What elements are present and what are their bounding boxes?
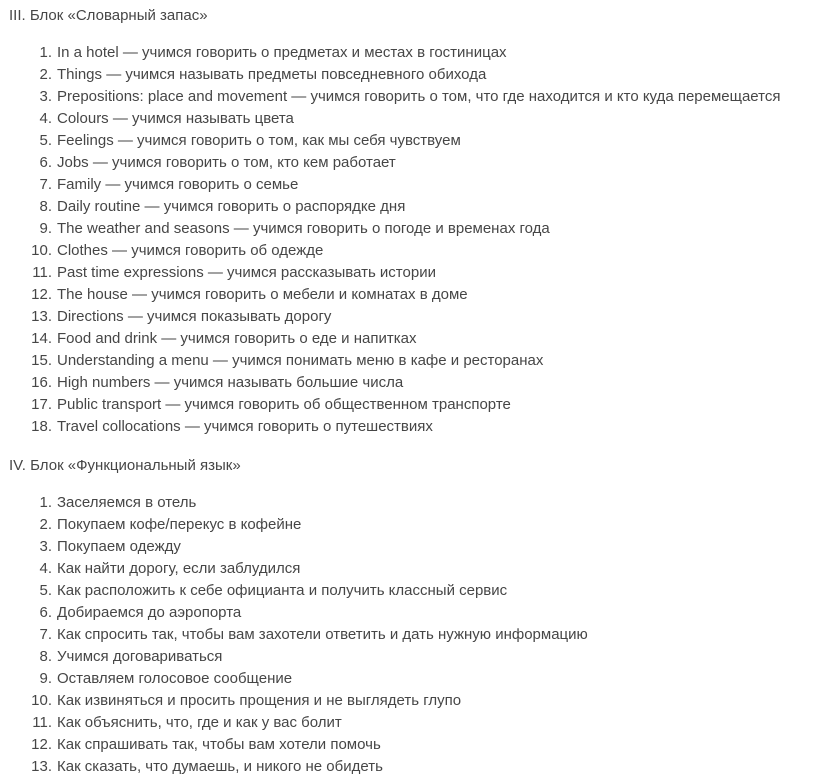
list-item <box>0 712 833 734</box>
list-item-text: In a hotel — учимся говорить о предметах и местах в гостиницах <box>57 44 507 61</box>
list-item-text: Feelings — учимся говорить о том, как мы себя чувствуем <box>57 132 461 149</box>
list-item-number: 6. <box>39 604 52 621</box>
list-item-text: Clothes — учимся говорить об одежде <box>57 242 324 259</box>
list-item-text: Как извиняться и просить прощения и не выглядеть глупо <box>57 692 462 709</box>
list-item-text: Покупаем одежду <box>57 538 181 555</box>
list-item-text: Заселяемся в отель <box>57 494 197 511</box>
list-item <box>0 668 833 690</box>
list-item-number: 13. <box>31 308 52 325</box>
list-item <box>0 328 833 350</box>
list-item-text: Jobs — учимся говорить о том, кто кем работает <box>57 154 396 171</box>
list-item-number: 11. <box>32 714 52 731</box>
list-item-text: Public transport — учимся говорить об общественном транспорте <box>57 396 511 413</box>
list-item-text: High numbers — учимся называть большие числа <box>57 374 404 391</box>
list-item-number: 14. <box>31 330 52 347</box>
functional-list <box>0 492 833 778</box>
list-item-number: 7. <box>39 626 52 643</box>
list-item <box>0 86 833 108</box>
list-item <box>0 42 833 64</box>
vocabulary-list <box>0 42 833 438</box>
list-item-text: Как сказать, что думаешь, и никого не обидеть <box>57 758 383 775</box>
list-item-text: Colours — учимся называть цвета <box>57 110 294 127</box>
list-item-text: Directions — учимся показывать дорогу <box>57 308 332 325</box>
list-item-number: 16. <box>31 374 52 391</box>
list-item-text: Как найти дорогу, если заблудился <box>57 560 301 577</box>
list-item-text: Travel collocations — учимся говорить о путешествиях <box>57 418 433 435</box>
list-item <box>0 350 833 372</box>
list-item-number: 8. <box>39 648 52 665</box>
list-item <box>0 624 833 646</box>
list-item-number: 17. <box>31 396 52 413</box>
list-item-number: 11. <box>32 264 52 281</box>
list-item <box>0 756 833 778</box>
list-item <box>0 108 833 130</box>
list-item <box>0 372 833 394</box>
functional-section-heading: IV. Блок «Функциональный язык» <box>9 457 241 474</box>
list-item <box>0 240 833 262</box>
list-item-number: 1. <box>39 44 52 61</box>
list-item-number: 5. <box>39 582 52 599</box>
list-item-number: 13. <box>31 758 52 775</box>
list-item <box>0 492 833 514</box>
list-item-text: Как спрашивать так, чтобы вам хотели помочь <box>57 736 381 753</box>
list-item-number: 7. <box>39 176 52 193</box>
list-item-number: 9. <box>39 220 52 237</box>
list-item-number: 4. <box>39 560 52 577</box>
list-item-text: Учимся договариваться <box>57 648 223 665</box>
list-item-number: 2. <box>39 66 52 83</box>
list-item-number: 8. <box>39 198 52 215</box>
list-item-number: 5. <box>39 132 52 149</box>
list-item-text: Daily routine — учимся говорить о распорядке дня <box>57 198 406 215</box>
list-item <box>0 306 833 328</box>
list-item-number: 10. <box>31 692 52 709</box>
list-item-text: The house — учимся говорить о мебели и комнатах в доме <box>57 286 468 303</box>
list-item-number: 18. <box>31 418 52 435</box>
list-item-number: 4. <box>39 110 52 127</box>
list-item-text: Prepositions: place and movement — учимся говорить о том, что где находится и кто куда перемещается <box>57 88 781 105</box>
vocabulary-section-heading: III. Блок «Словарный запас» <box>9 7 208 24</box>
list-item <box>0 130 833 152</box>
list-item <box>0 174 833 196</box>
list-item <box>0 646 833 668</box>
list-item-number: 1. <box>39 494 52 511</box>
list-item-number: 9. <box>39 670 52 687</box>
list-item-text: Understanding a menu — учимся понимать меню в кафе и ресторанах <box>57 352 544 369</box>
list-item-text: Family — учимся говорить о семье <box>57 176 299 193</box>
list-item <box>0 196 833 218</box>
list-item-number: 3. <box>39 88 52 105</box>
list-item-text: Как спросить так, чтобы вам захотели ответить и дать нужную информацию <box>57 626 588 643</box>
list-item <box>0 416 833 438</box>
list-item <box>0 262 833 284</box>
list-item <box>0 580 833 602</box>
list-item-text: Как расположить к себе официанта и получить классный сервис <box>57 582 508 599</box>
list-item-number: 2. <box>39 516 52 533</box>
list-item <box>0 218 833 240</box>
list-item-text: Food and drink — учимся говорить о еде и напитках <box>57 330 417 347</box>
list-item-text: The weather and seasons — учимся говорить о погоде и временах года <box>57 220 550 237</box>
list-item-text: Things — учимся называть предметы повседневного обихода <box>57 66 487 83</box>
list-item-number: 6. <box>39 154 52 171</box>
list-item <box>0 514 833 536</box>
list-item <box>0 284 833 306</box>
list-item-text: Оставляем голосовое сообщение <box>57 670 293 687</box>
list-item-number: 15. <box>31 352 52 369</box>
list-item-number: 12. <box>31 736 52 753</box>
list-item-text: Добираемся до аэропорта <box>57 604 242 621</box>
list-item-text: Как объяснить, что, где и как у вас болит <box>57 714 342 731</box>
list-item <box>0 690 833 712</box>
list-item-number: 3. <box>39 538 52 555</box>
list-item-text: Past time expressions — учимся рассказывать истории <box>57 264 436 281</box>
list-item-number: 10. <box>31 242 52 259</box>
list-item <box>0 152 833 174</box>
list-item <box>0 558 833 580</box>
list-item <box>0 394 833 416</box>
list-item-number: 12. <box>31 286 52 303</box>
list-item <box>0 734 833 756</box>
list-item <box>0 602 833 624</box>
list-item <box>0 536 833 558</box>
list-item-text: Покупаем кофе/перекус в кофейне <box>57 516 302 533</box>
list-item <box>0 64 833 86</box>
